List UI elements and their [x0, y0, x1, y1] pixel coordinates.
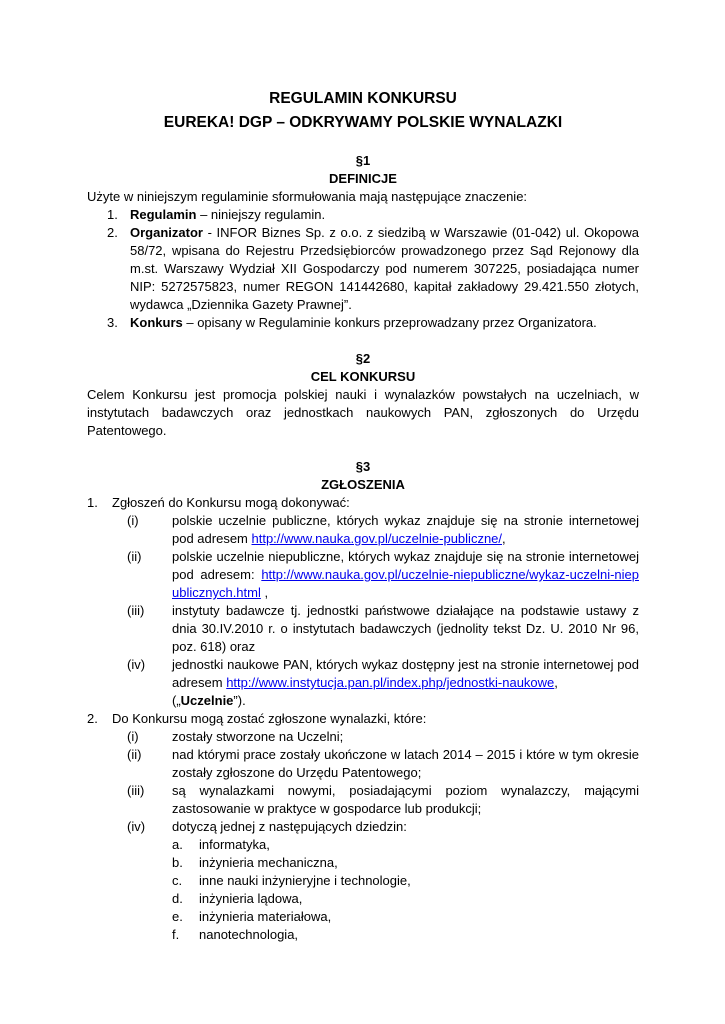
list-item: (i) polskie uczelnie publiczne, których wykaz znajduje się na stronie internetowej pod adresem http://www.nauka.gov.pl/uczelnie-publiczne/, [127, 513, 639, 546]
list-item: e. inżynieria materiałowa, [172, 909, 332, 924]
list-item: d. inżynieria lądowa, [172, 891, 303, 906]
section-1-number: §1 [355, 153, 371, 168]
list-item: (iv) jednostki naukowe PAN, których wykaz dostępny jest na stronie internetowej pod adresem http://www.instytucja.pan.pl/index.php/jednostki-naukowe, („Uczelnie”). [127, 657, 639, 708]
list-item: (ii) polskie uczelnie niepubliczne, których wykaz znajduje się na stronie internetowej pod adresem: http://www.nauka.gov.pl/uczelnie-niepubliczne/wykaz-uczelni-niepublicznych.html , [127, 549, 639, 600]
list-item: 2. Organizator - INFOR Biznes Sp. z o.o. z siedzibą w Warszawie (01-042) ul. Okopowa 58/72, wpisana do Rejestru Przedsiębiorców prowadzonego przez Sąd Rejonowy dla m.st. Warszawy Wydział XII Gospodarczy pod numerem 307225, posiadająca numer NIP: 5272575823, numer REGON 141442680, kapitał zakładowy 29.421.550 złotych, wydawca „Dziennika Gazety Prawnej”. [107, 225, 639, 312]
list-item: c. inne nauki inżynieryjne i technologie, [172, 873, 411, 888]
section-3-number: §3 [355, 459, 371, 474]
list-item: b. inżynieria mechaniczna, [172, 855, 338, 870]
section-2-text: Celem Konkursu jest promocja polskiej nauki i wynalazków powstałych na uczelniach, w instytutach badawczych oraz jednostkach naukowych PAN, zgłoszonych do Urzędu Patentowego. [87, 387, 639, 438]
list-item: 1. Zgłoszeń do Konkursu mogą dokonywać: [87, 495, 350, 510]
list-item: 1. Regulamin – niniejszy regulamin. [107, 207, 326, 222]
document-title: REGULAMIN KONKURSU [269, 90, 457, 107]
list-item: (iii) instytuty badawcze tj. jednostki państwowe działające na podstawie ustawy z dnia 30.IV.2010 r. o instytutach badawczych (jednolity tekst Dz. U. 2010 Nr 96, poz. 618) oraz [127, 603, 639, 654]
section-1-heading: DEFINICJE [329, 171, 397, 186]
list-item: 2. Do Konkursu mogą zostać zgłoszone wynalazki, które: [87, 711, 427, 726]
link-uczelnie-publiczne[interactable]: http://www.nauka.gov.pl/uczelnie-publiczne/ [251, 531, 503, 546]
list-item: (i) zostały stworzone na Uczelni; [127, 729, 344, 744]
list-item: 3. Konkurs – opisany w Regulaminie konkurs przeprowadzany przez Organizatora. [107, 315, 597, 330]
section-2-number: §2 [355, 351, 371, 366]
link-uczelnie-niepubliczne[interactable]: http://www.nauka.gov.pl/uczelnie-niepubliczne/wykaz-uczelni-niepublicznych.html [172, 567, 639, 600]
section-3-heading: ZGŁOSZENIA [321, 477, 405, 492]
section-1-intro: Użyte w niniejszym regulaminie sformułowania mają następujące znaczenie: [87, 189, 528, 204]
list-item: f. nanotechnologia, [172, 927, 299, 942]
list-item: (iv) dotyczą jednej z następujących dziedzin: [127, 819, 407, 834]
link-jednostki-naukowe[interactable]: http://www.instytucja.pan.pl/index.php/jednostki-naukowe [226, 675, 555, 690]
section-2-heading: CEL KONKURSU [310, 369, 416, 384]
list-item: (iii) są wynalazkami nowymi, posiadającymi poziom wynalazczy, mającymi zastosowanie w praktyce w gospodarce lub produkcji; [127, 783, 639, 816]
document-subtitle: EUREKA! DGP – ODKRYWAMY POLSKIE WYNALAZKI [163, 114, 563, 131]
list-item: (ii) nad którymi prace zostały ukończone w latach 2014 – 2015 i które w tym okresie zostały zgłoszone do Urzędu Patentowego; [127, 747, 639, 780]
list-item: a. informatyka, [172, 837, 270, 852]
